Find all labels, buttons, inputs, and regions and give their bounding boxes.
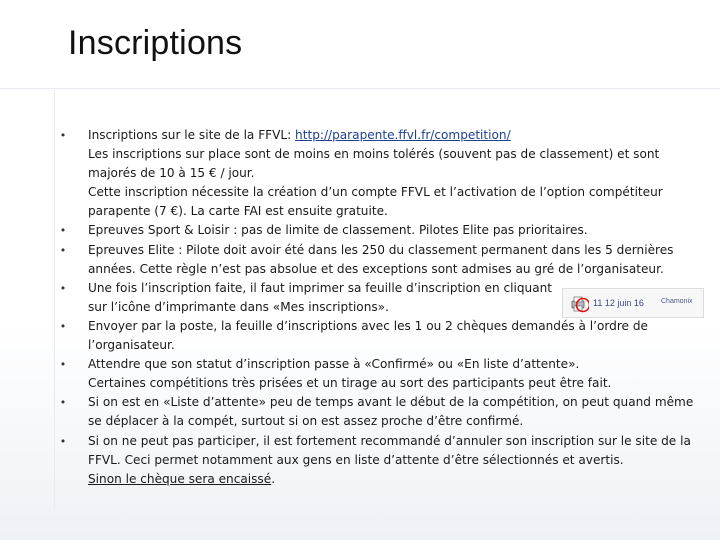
bullet-marker: • [59, 243, 67, 257]
bullet-marker: • [59, 434, 67, 448]
bullet-marker: • [59, 281, 67, 295]
bullet-marker: • [59, 396, 67, 410]
item-text: sur l’icône d’imprimante dans «Mes inscriptions». [88, 299, 389, 314]
item-text: majorés de 10 à 15 € / jour. [88, 166, 255, 181]
item-text: FFVL. Ceci permet notamment aux gens en liste d’attente d’être sélectionnés et avertis. [88, 452, 624, 467]
item-text: Une fois l’inscription faite, il faut imprimer sa feuille d’inscription en cliquant [88, 280, 553, 295]
bullet-marker: • [59, 319, 67, 333]
item-text: Certaines compétitions très prisées et un tirage au sort des participants peut être fait. [88, 376, 612, 391]
underlined-note: Sinon le chèque sera encaissé [88, 471, 272, 486]
slide-title: Inscriptions [68, 24, 243, 62]
list-item [58, 241, 708, 279]
registration-row-thumbnail [562, 288, 704, 318]
item-text: Si on est en «Liste d’attente» peu de temps avant le début de la compétition, on peut quand même [88, 395, 694, 410]
item-text: se déplacer à la compét, surtout si on est assez proche d’être confirmé. [88, 414, 524, 429]
ffvl-competition-link[interactable]: http://parapente.ffvl.fr/competition/ [295, 128, 511, 142]
item-text: Attendre que son statut d’inscription passe à «Confirmé» ou «En liste d’attente». [88, 357, 580, 372]
item-text: l’organisateur. [88, 338, 175, 353]
bullet-marker: • [59, 129, 67, 142]
item-text: parapente (7 €). La carte FAI est ensuite gratuite. [88, 204, 388, 219]
list-item [58, 126, 708, 221]
item-text: Envoyer par la poste, la feuille d’inscriptions avec les 1 ou 2 chèques demandés à l’ordre de [88, 318, 648, 333]
item-text: Si on ne peut pas participer, il est fortement recommandé d’annuler son inscription sur le site de la [88, 433, 691, 448]
bullet-marker: • [59, 358, 67, 372]
list-item [58, 393, 708, 431]
item-text: Epreuves Elite : Pilote doit avoir été dans les 250 du classement permanent dans les 5 dernières [88, 242, 674, 257]
item-text: années. Cette règle n’est pas absolue et des exceptions sont admises au gré de l’organisateur. [88, 261, 664, 276]
list-item [58, 317, 708, 355]
item-text: Epreuves Sport & Loisir : pas de limite de classement. Pilotes Elite pas prioritaires. [88, 223, 588, 238]
left-divider [54, 90, 55, 510]
event-location: Chamonix [661, 298, 693, 305]
list-item [58, 221, 708, 240]
item-text: Cette inscription nécessite la création d’un compte FFVL et l’activation de l’option compétiteur [88, 185, 663, 200]
bullet-marker: • [59, 224, 67, 238]
item-text: Inscriptions sur le site de la FFVL: [88, 128, 296, 142]
printer-icon[interactable] [569, 295, 589, 313]
list-item [58, 432, 708, 489]
event-date: 11 12 juin 16 [593, 298, 644, 308]
item-text: Les inscriptions sur place sont de moins en moins tolérés (souvent pas de classement) et sont [88, 147, 660, 162]
list-item [58, 355, 708, 393]
item-text: . [271, 471, 276, 486]
